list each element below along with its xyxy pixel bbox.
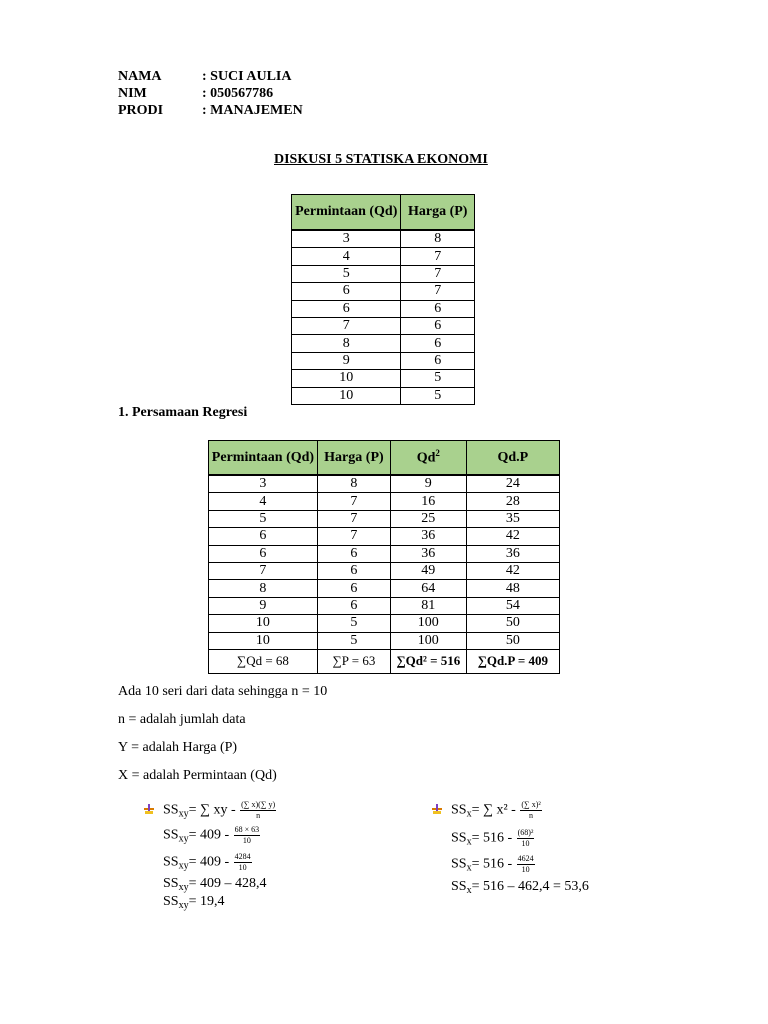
equation-text: = ∑ xy - [188, 802, 236, 818]
denominator: 10 [521, 839, 530, 848]
identity-label: NIM [118, 86, 147, 101]
table-cell: 10 [209, 632, 318, 649]
document-title: DISKUSI 5 STATISKA EKONOMI [274, 152, 488, 167]
fraction [520, 800, 541, 821]
table-row [209, 493, 560, 510]
table-row [209, 580, 560, 597]
table-row [292, 248, 475, 265]
fraction [517, 828, 535, 849]
table-cell: 8 [292, 335, 401, 352]
ss-subscript: xy [178, 860, 189, 872]
table-cell: 7 [317, 528, 390, 545]
ss-symbol: SS [451, 802, 467, 818]
ss-subscript: x [466, 808, 472, 820]
table-cell: 7 [317, 493, 390, 510]
table-cell: 42 [466, 528, 559, 545]
ss-symbol: SS [451, 879, 467, 894]
ss-subscript: x [466, 836, 472, 848]
table-cell: 10 [209, 615, 318, 632]
ssxy-line [163, 800, 277, 823]
total-cell: ∑Qd² = 516 [390, 649, 466, 673]
fraction [517, 854, 535, 875]
ss-symbol: SS [163, 876, 179, 891]
table-cell: 36 [390, 545, 466, 562]
column-header: Qd.P [466, 441, 559, 476]
table-cell: 100 [390, 632, 466, 649]
table-cell: 28 [466, 493, 559, 510]
equation-text: = 516 – 462,4 = 53,6 [471, 879, 589, 894]
table-cell: 6 [292, 283, 401, 300]
identity-value: : 050567786 [202, 86, 274, 101]
total-cell: ∑Qd = 68 [209, 649, 318, 673]
equation-text: = 409 – 428,4 [188, 876, 267, 891]
table-cell: 5 [401, 387, 475, 404]
bullet-icon [143, 803, 155, 815]
ss-subscript: xy [178, 882, 189, 893]
table-cell: 7 [317, 510, 390, 527]
table-row [292, 230, 475, 248]
table-cell: 4 [292, 248, 401, 265]
column-header-text: Qd [416, 450, 436, 466]
numerator: (∑ x)² [521, 800, 541, 809]
section-heading: 1. Persamaan Regresi [118, 405, 248, 420]
table-cell: 50 [466, 632, 559, 649]
table-cell: 16 [390, 493, 466, 510]
note-line: X = adalah Permintaan (Qd) [118, 768, 277, 783]
table-cell: 6 [209, 545, 318, 562]
table-cell: 9 [209, 597, 318, 614]
ss-subscript: x [466, 862, 472, 874]
identity-name-row [118, 68, 291, 85]
total-cell: ∑Qd.P = 409 [466, 649, 559, 673]
denominator: 10 [238, 863, 247, 872]
table-cell: 5 [401, 370, 475, 387]
ssxy-line [163, 852, 253, 875]
ssx-line [451, 878, 589, 899]
ss-symbol: SS [163, 854, 179, 870]
ssx-line [451, 854, 536, 877]
column-header: Harga (P) [317, 441, 390, 476]
table-cell: 8 [401, 230, 475, 248]
table-row [292, 335, 475, 352]
table-cell: 4 [209, 493, 318, 510]
identity-value: : MANAJEMEN [202, 103, 303, 118]
table-cell: 7 [401, 283, 475, 300]
table-row [292, 300, 475, 317]
fraction [234, 825, 261, 846]
table-cell: 8 [209, 580, 318, 597]
table-row [209, 562, 560, 579]
ss-subscript: xy [178, 833, 189, 845]
table-cell: 6 [317, 597, 390, 614]
table-cell: 6 [401, 352, 475, 369]
equation-text: = 19,4 [188, 894, 225, 909]
table-cell: 6 [401, 335, 475, 352]
note-line: n = adalah jumlah data [118, 712, 246, 727]
table-row [209, 597, 560, 614]
column-header [390, 441, 466, 476]
identity-label: NAMA [118, 69, 162, 84]
table-cell: 6 [209, 528, 318, 545]
identity-value: : SUCI AULIA [202, 69, 292, 84]
table-row [209, 615, 560, 632]
table-cell: 36 [466, 545, 559, 562]
ssx-line [451, 800, 543, 823]
table-cell: 54 [466, 597, 559, 614]
table-cell: 6 [317, 562, 390, 579]
equation-text: = 409 - [188, 827, 230, 843]
table-cell: 36 [390, 528, 466, 545]
table-row [209, 632, 560, 649]
ss-symbol: SS [163, 827, 179, 843]
table-cell: 7 [209, 562, 318, 579]
superscript: 2 [435, 448, 440, 459]
note-line: Y = adalah Harga (P) [118, 740, 238, 755]
table-cell: 6 [292, 300, 401, 317]
data-table [291, 194, 475, 405]
table-row [292, 317, 475, 334]
ssxy-line [163, 893, 224, 914]
table-cell: 42 [466, 562, 559, 579]
equation-text: = 516 - [471, 856, 513, 872]
table-cell: 5 [292, 265, 401, 282]
table-cell: 6 [401, 300, 475, 317]
denominator: n [256, 811, 261, 820]
fraction [234, 852, 252, 873]
column-header: Harga (P) [401, 195, 475, 231]
ssxy-line [163, 825, 261, 848]
table-row [209, 510, 560, 527]
numerator: 4624 [517, 854, 534, 863]
table-cell: 81 [390, 597, 466, 614]
numerator: 68 × 63 [234, 825, 260, 834]
identity-label: PRODI [118, 103, 164, 118]
ss-subscript: xy [178, 808, 189, 820]
numerator: (∑ x)(∑ y) [241, 800, 276, 809]
table-cell: 3 [209, 475, 318, 493]
equation-text: = 516 - [471, 830, 513, 846]
table-cell: 25 [390, 510, 466, 527]
table-row [209, 528, 560, 545]
table-row [292, 352, 475, 369]
table-cell: 50 [466, 615, 559, 632]
denominator: n [529, 811, 534, 820]
table-row [292, 283, 475, 300]
table-cell: 64 [390, 580, 466, 597]
column-header: Permintaan (Qd) [209, 441, 318, 476]
table-cell: 7 [292, 317, 401, 334]
table-cell: 7 [401, 248, 475, 265]
column-header: Permintaan (Qd) [292, 195, 401, 231]
bullet-icon [431, 803, 443, 815]
table-row [292, 265, 475, 282]
ss-subscript: xy [178, 900, 189, 911]
table-cell: 9 [390, 475, 466, 493]
denominator: 10 [242, 836, 251, 845]
ss-symbol: SS [451, 856, 467, 872]
table-cell: 9 [292, 352, 401, 369]
regression-table [208, 440, 560, 674]
ss-symbol: SS [163, 894, 179, 909]
table-cell: 5 [317, 615, 390, 632]
ss-symbol: SS [163, 802, 179, 818]
table-row [292, 387, 475, 404]
table-cell: 48 [466, 580, 559, 597]
table-cell: 10 [292, 387, 401, 404]
table-cell: 24 [466, 475, 559, 493]
table-cell: 3 [292, 230, 401, 248]
table-cell: 7 [401, 265, 475, 282]
table-row [209, 475, 560, 493]
numerator: 4284 [234, 852, 251, 861]
table-cell: 6 [317, 545, 390, 562]
equation-text: = 409 - [188, 854, 230, 870]
table-cell: 6 [401, 317, 475, 334]
identity-prodi-row [118, 102, 303, 119]
table-cell: 10 [292, 370, 401, 387]
table-cell: 5 [317, 632, 390, 649]
table-row [209, 545, 560, 562]
table-cell: 49 [390, 562, 466, 579]
fraction [240, 800, 276, 821]
note-line: Ada 10 seri dari data sehingga n = 10 [118, 684, 328, 699]
table-cell: 35 [466, 510, 559, 527]
ss-symbol: SS [451, 830, 467, 846]
table-cell: 6 [317, 580, 390, 597]
table-cell: 5 [209, 510, 318, 527]
ss-subscript: x [466, 885, 472, 896]
ssx-line [451, 828, 535, 851]
denominator: 10 [521, 865, 530, 874]
numerator: (68)² [517, 828, 534, 837]
table-cell: 8 [317, 475, 390, 493]
equation-text: = ∑ x² - [471, 802, 516, 818]
identity-nim-row [118, 85, 273, 102]
table-cell: 100 [390, 615, 466, 632]
total-cell: ∑P = 63 [317, 649, 390, 673]
table-row [292, 370, 475, 387]
